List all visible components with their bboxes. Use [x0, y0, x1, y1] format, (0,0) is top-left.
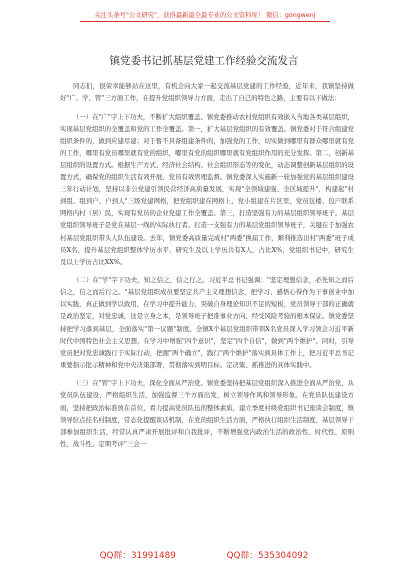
intro-paragraph: 同志们，很荣幸能够站在这里，有机会向大家一起交流基层党建的工作经验，近年来，我镇坚持做好"广、学、管"三方面工作，在提升党组织领导力方面，走出了自己的特色之路，主要有以下做法： [60, 82, 354, 103]
footer-contacts [0, 548, 408, 561]
qq-group-2: QQ群：535304092 [226, 551, 309, 561]
document-body [60, 80, 354, 456]
promo-banner[interactable]: 关注头条号"公文研究"，获得最新最全最专业的公文资料库！ 微信：gongwenj [80, 10, 330, 22]
qq-group-1: QQ群：31991489 [99, 551, 176, 561]
section-one-paragraph: （一）在"广"字上下功夫，不断扩大组织覆盖。镇党委推动农村党组织有效嵌入当地各类基层组织，实现基层党组织的全覆盖和党的工作全覆盖。第一，扩大基层党组织的有效覆盖。镇党委对于符合组建党组织条件的，做到应建尽建；对于暂不具备组建条件的，加强党的工作，切实做到哪里有群众哪里就有党的工作，哪里有党员哪里就有党的组织，哪里有党的组织哪里就有党组织作用的充分发挥。第二，创新基层组织的设置方式。根据生产方式、经济社会结构、社会组织形态等的变化，动态调整创新基层组织的设置方式，确保党的组织生活有效开展、党员有效管理监督。镇党委深入实施新一轮加强党的基层组织建设三年行动计划，坚持以非公党建引领民营经济高质量发展，实现"全领域建强、全区域提升"，构建起"村到组、组到户、户到人"三级党建网格，把党组织建在网格上、党小组建在片区里，党员包楼、包户联系网格内村（居）民，实现有党员的企业党建工作全覆盖。第三，打造坚强有力的基层组织领导班子。基层党组织领导班子是党在基层一线的实际执行者。打造一支强有力的基层党组织领导班子，关键在于加强农村基层党组织带头人队伍建设。去年，镇党委高质量完成村"两委"换届工作，顺利推选出村"两委"班子成员X名，提升基层党组织整体学历水平，研究生及以上学历共有X人，占比X%，党组织书记中，研究生及以上学历占比XX%。 [60, 112, 354, 266]
section-three-paragraph: （三）在"管"字上下功夫，深化全面从严治党。镇党委坚持把基层党组织深入推进全面从严治党，从党员队伍建设、严格组织生活，加强监督三个方面出发，树立领导作风和领导形象。在党员队伍建设方面，坚持把政治标准放在首位，看力提高党员队伍的整体素质，建立季度村级党组织书记座谈会制度，镇领导驻点挂名村制度，常态化提醒谈话机制，在党的组织生活方面，严格执行组织生活制度，基层领导干部参加组织生活，经常认真严肃开展批评和自我批评，不断增强党内政治生活的政治性、时代性、原则性、战斗性。定期考评"三会一 [60, 379, 354, 448]
document-title: 镇党委书记抓基层党建工作经验交流发言 [109, 55, 299, 67]
section-two-paragraph: （二）在"学"字下功夫，知之信之，信之行之。习近平总书记强调："坚定理想信念，必先知之而后信之，信之而后行之。"基层党组织成员要坚定共产主义理想信念，把学习、感悟心得作为干事创业中加以实践，真正做到学以致用，在学习中提升能力，突破自身理论知识不足的短板，党员领导干部的正确就是政治坚定，对党忠诚，这是立身之本，是领导班子把准事业方向、经受风险考验的根本保证。镇党委坚持把学习落到基层，全面落实"第一议题"制度。全镇X个基层党组织带领X名党员深入学习领会习近平新时代中国特色社会主义思想，在学习中增强"四个意识"，坚定"四个自信"，做到"两个维护"。同时，引导党员把对党忠诚践行于实际行动，把握"两个确立"，践行"两个维护"落实到具体工作上，把习近平总书记重要指示批示精神和党中央决策部署，贯彻落实到明目标、定决策、抓推进的具体实践中。 [60, 276, 354, 369]
